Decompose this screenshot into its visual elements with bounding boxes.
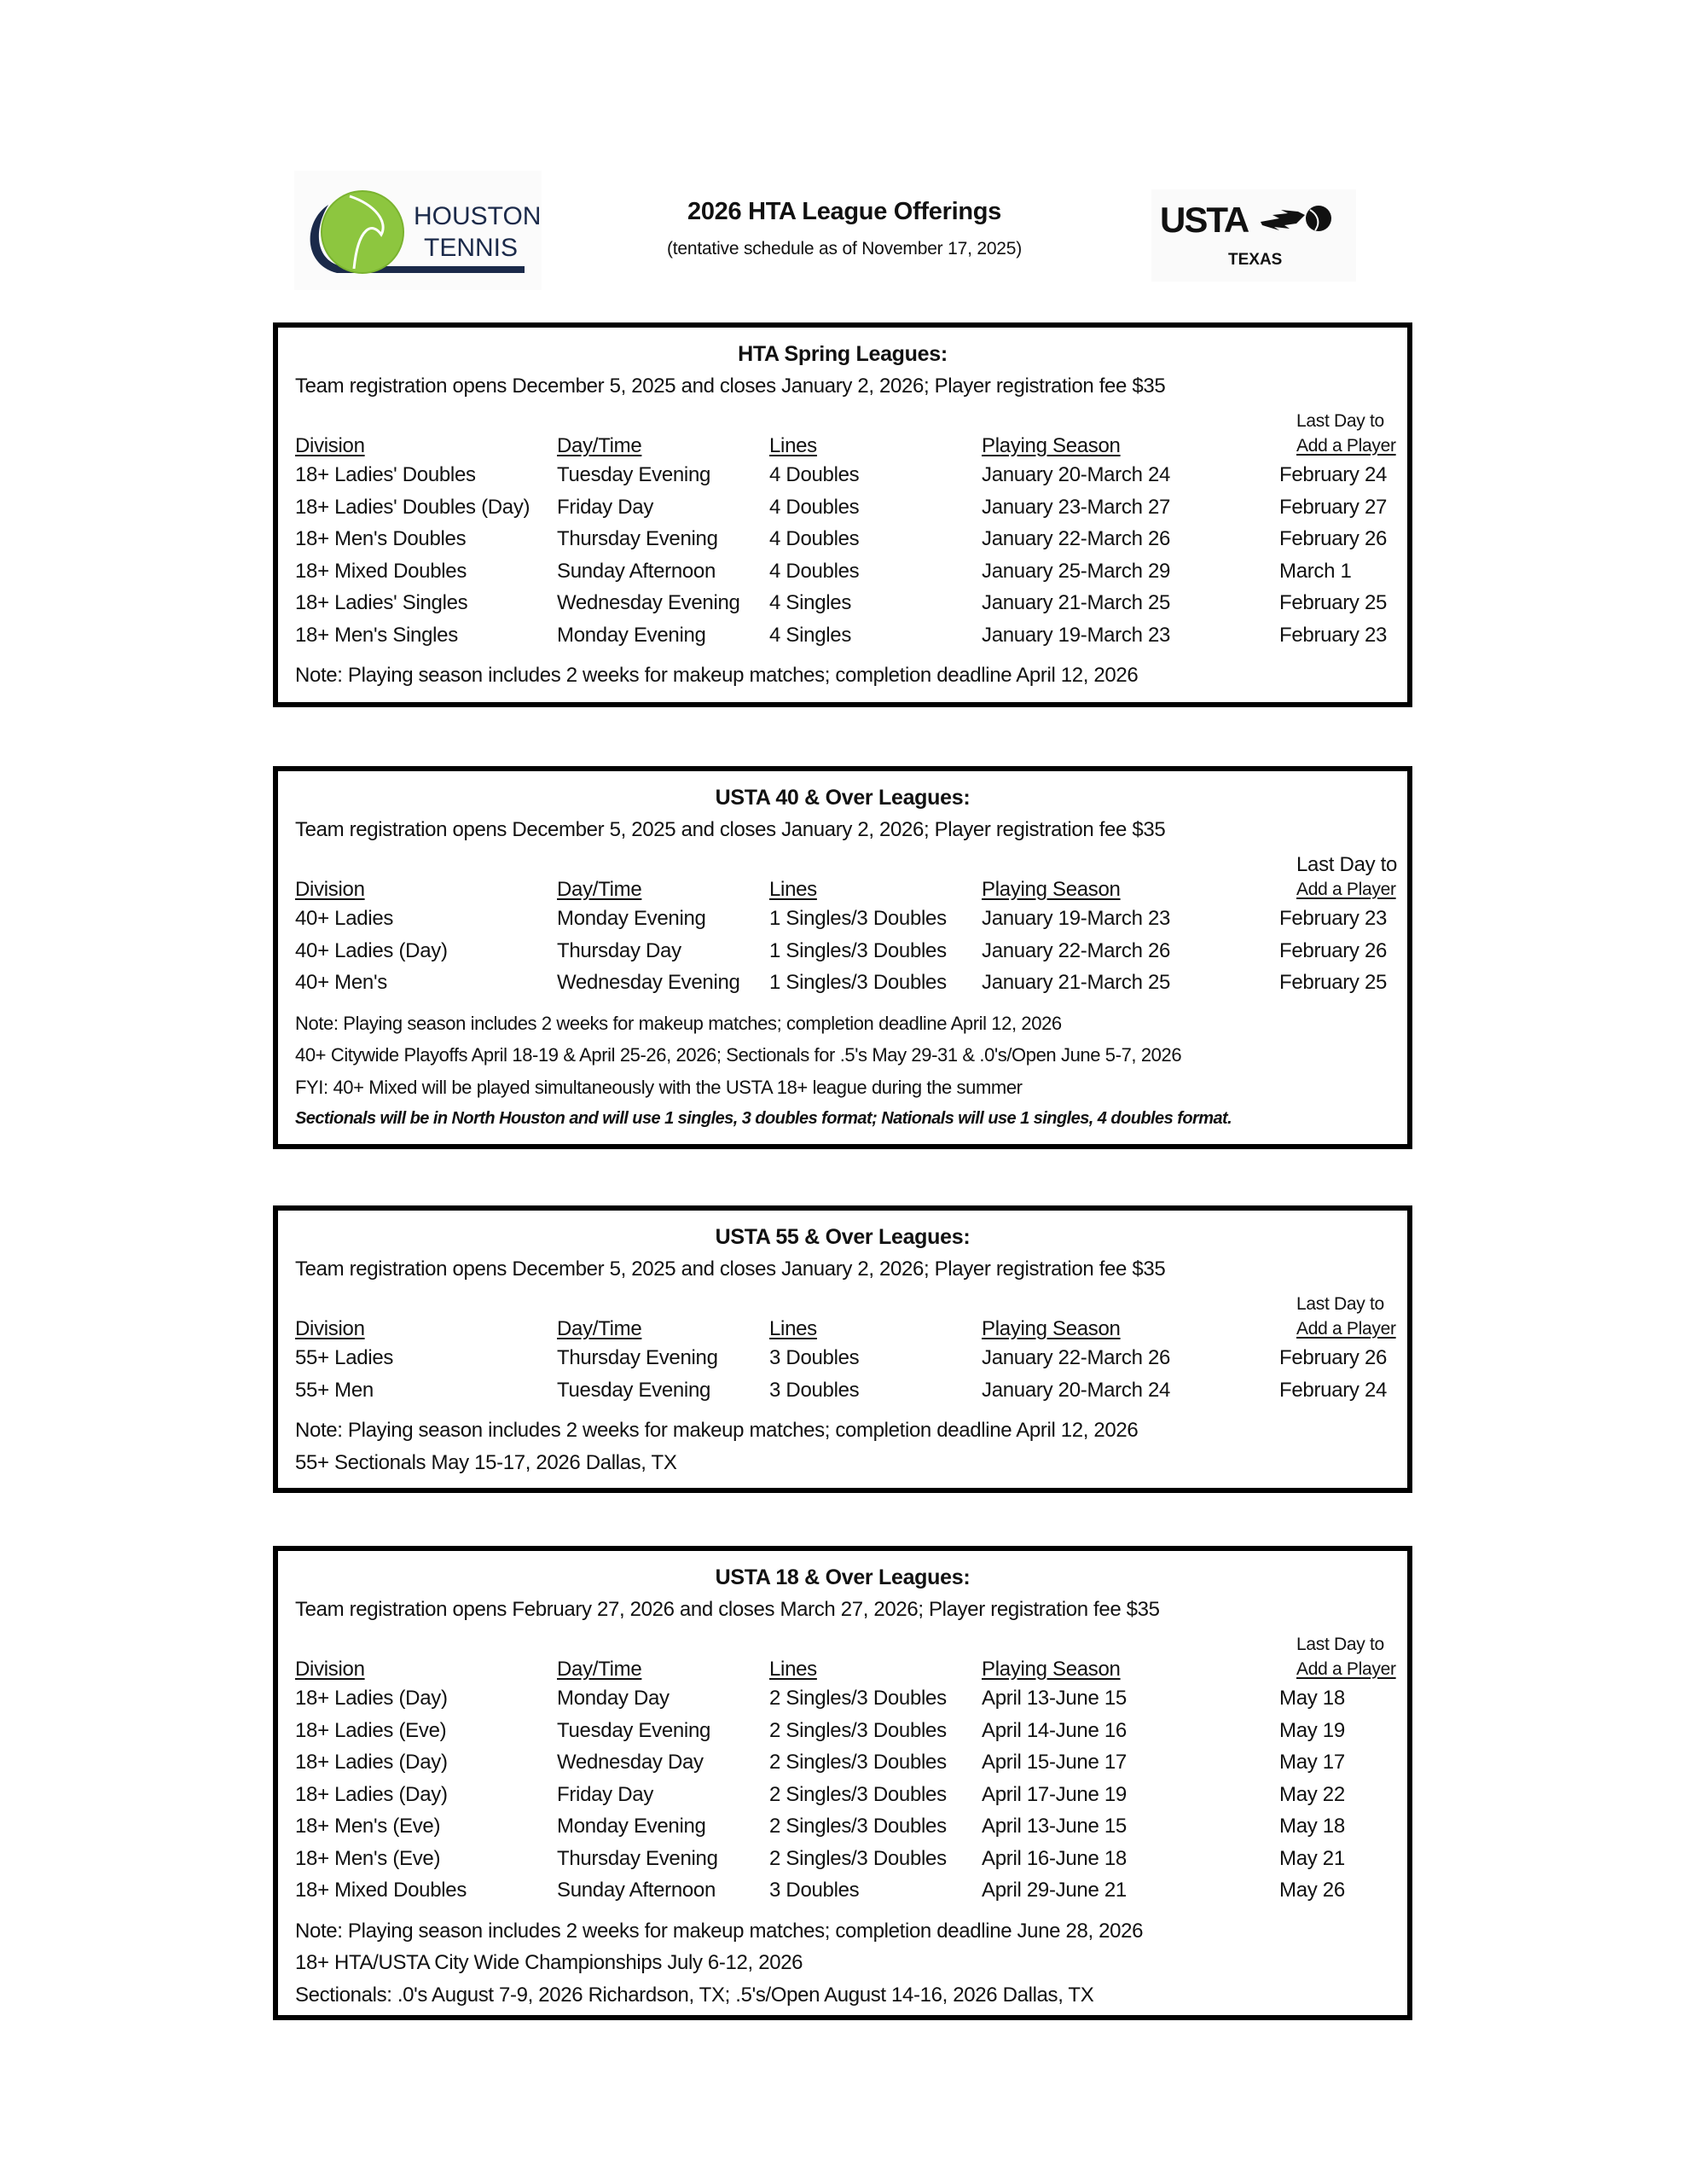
table-row: [295, 1874, 1407, 1907]
table-header-row: [295, 1316, 1407, 1342]
col-header-last-day-line1: Last Day to: [1296, 1294, 1384, 1314]
division: 18+ Mixed Doubles: [295, 559, 467, 583]
league-notes: [295, 1008, 1407, 1136]
division: 55+ Men: [295, 1378, 374, 1402]
table-row: [295, 555, 1407, 588]
table-row: [295, 459, 1407, 491]
registration-info: Team registration opens December 5, 2025 and closes January 2, 2026; Player registration fee $35: [295, 818, 1166, 841]
league-table: [295, 877, 1407, 999]
day-time: Monday Day: [557, 1687, 670, 1710]
houston-tennis-logo: [294, 171, 542, 290]
lines: 1 Singles/3 Doubles: [769, 971, 947, 994]
lines: 2 Singles/3 Doubles: [769, 1751, 947, 1774]
last-day: February 26: [1279, 938, 1388, 962]
playing-season: January 22-March 26: [982, 1346, 1171, 1369]
division: 18+ Men's (Eve): [295, 1815, 441, 1838]
lines: 3 Doubles: [769, 1346, 860, 1369]
document-title: 2026 HTA League Offerings: [687, 198, 1001, 225]
division: 18+ Ladies' Singles: [295, 591, 468, 614]
lines: 2 Singles/3 Doubles: [769, 1846, 947, 1870]
league-title: HTA Spring Leagues:: [738, 342, 948, 366]
day-time: Wednesday Day: [557, 1751, 704, 1774]
last-day: February 25: [1279, 971, 1388, 994]
day-time: Sunday Afternoon: [557, 559, 716, 583]
day-time: Friday Day: [557, 1782, 654, 1806]
day-time: Wednesday Evening: [557, 971, 740, 994]
table-header-row: [295, 877, 1407, 903]
registration-info: Team registration opens December 5, 2025 and closes January 2, 2026; Player registration fee $35: [295, 1258, 1166, 1281]
lines: 1 Singles/3 Doubles: [769, 907, 947, 930]
lines: 1 Singles/3 Doubles: [769, 938, 947, 962]
svg-text:TEXAS: TEXAS: [1228, 251, 1283, 269]
playing-season: January 19-March 23: [982, 907, 1171, 930]
table-row: [295, 491, 1407, 524]
lines: 2 Singles/3 Doubles: [769, 1815, 947, 1838]
col-header-division: Division: [295, 878, 365, 901]
col-header-last-day-line1: Last Day to: [1296, 1635, 1384, 1654]
table-row: [295, 523, 1407, 555]
col-header-lines: Lines: [769, 1658, 817, 1681]
table-row: [295, 587, 1407, 619]
col-header-playing-season: Playing Season: [982, 878, 1121, 901]
league-notes: [295, 659, 1407, 692]
table-row: [295, 1342, 1407, 1374]
last-day: February 23: [1279, 623, 1388, 647]
col-header-day-time: Day/Time: [557, 434, 642, 457]
day-time: Monday Evening: [557, 1815, 706, 1838]
playing-season: January 19-March 23: [982, 623, 1171, 647]
note-makeup: Note: Playing season includes 2 weeks for makeup matches; completion deadline June 28, 2026: [295, 1919, 1144, 1943]
last-day: May 18: [1279, 1687, 1345, 1710]
playing-season: January 23-March 27: [982, 495, 1171, 519]
note-sectionals: 55+ Sectionals May 15-17, 2026 Dallas, TX: [295, 1450, 677, 1474]
lines: 3 Doubles: [769, 1879, 860, 1902]
last-day: May 17: [1279, 1751, 1345, 1774]
table-header-row: [295, 1657, 1407, 1682]
col-header-last-day-line2: Add a Player: [1296, 1319, 1396, 1339]
division: 40+ Ladies (Day): [295, 938, 448, 962]
svg-text:HOUSTON: HOUSTON: [414, 202, 542, 230]
league-box-usta-18-over: [273, 1546, 1412, 2020]
last-day: February 27: [1279, 495, 1388, 519]
table-row: [295, 967, 1407, 999]
last-day: March 1: [1279, 559, 1352, 583]
league-notes: [295, 1414, 1407, 1478]
playing-season: January 21-March 25: [982, 591, 1171, 614]
table-row: [295, 1810, 1407, 1843]
division: 55+ Ladies: [295, 1346, 394, 1369]
table-row: [295, 619, 1407, 652]
day-time: Sunday Afternoon: [557, 1879, 716, 1902]
playing-season: January 22-March 26: [982, 938, 1171, 962]
day-time: Friday Day: [557, 495, 654, 519]
league-title: USTA 55 & Over Leagues:: [715, 1225, 971, 1249]
svg-text:TENNIS: TENNIS: [424, 234, 519, 262]
lines: 4 Doubles: [769, 495, 860, 519]
lines: 4 Doubles: [769, 527, 860, 550]
lines: 4 Singles: [769, 623, 852, 647]
playing-season: April 29-June 21: [982, 1879, 1127, 1902]
table-row: [295, 1682, 1407, 1715]
division: 40+ Men's: [295, 971, 387, 994]
playing-season: January 21-March 25: [982, 971, 1171, 994]
last-day: May 26: [1279, 1879, 1345, 1902]
day-time: Wednesday Evening: [557, 591, 740, 614]
usta-texas-logo: [1151, 189, 1356, 282]
playing-season: January 20-March 24: [982, 463, 1171, 486]
col-header-division: Division: [295, 434, 365, 457]
usta-flaming-ball-icon: [1151, 189, 1356, 282]
day-time: Thursday Evening: [557, 1346, 718, 1369]
division: 18+ Men's Doubles: [295, 527, 467, 550]
division: 18+ Ladies (Eve): [295, 1718, 447, 1742]
league-table: [295, 1316, 1407, 1406]
last-day: February 26: [1279, 1346, 1388, 1369]
lines: 4 Singles: [769, 591, 852, 614]
svg-text:USTA: USTA: [1160, 200, 1249, 240]
day-time: Tuesday Evening: [557, 463, 711, 486]
division: 18+ Mixed Doubles: [295, 1879, 467, 1902]
league-table: [295, 433, 1407, 651]
col-header-day-time: Day/Time: [557, 878, 642, 901]
league-box-usta-55-over: [273, 1205, 1412, 1493]
playing-season: April 15-June 17: [982, 1751, 1127, 1774]
division: 18+ Ladies (Day): [295, 1782, 448, 1806]
lines: 4 Doubles: [769, 463, 860, 486]
col-header-division: Division: [295, 1658, 365, 1681]
league-box-hta-spring: [273, 322, 1412, 707]
day-time: Monday Evening: [557, 907, 706, 930]
day-time: Thursday Evening: [557, 1846, 718, 1870]
lines: 3 Doubles: [769, 1378, 860, 1402]
league-notes: [295, 1915, 1407, 2012]
league-table: [295, 1657, 1407, 1907]
table-row: [295, 1746, 1407, 1779]
playing-season: April 17-June 19: [982, 1782, 1127, 1806]
playing-season: April 14-June 16: [982, 1718, 1127, 1742]
registration-info: Team registration opens February 27, 2026 and closes March 27, 2026; Player registration fee $35: [295, 1598, 1160, 1621]
tennis-ball-icon: [294, 171, 542, 290]
last-day: May 18: [1279, 1815, 1345, 1838]
col-header-playing-season: Playing Season: [982, 1317, 1121, 1340]
col-header-last-day-line1: Last Day to: [1296, 411, 1384, 431]
last-day: May 21: [1279, 1846, 1345, 1870]
day-time: Monday Evening: [557, 623, 706, 647]
col-header-last-day-line2: Add a Player: [1296, 880, 1396, 899]
day-time: Thursday Day: [557, 938, 681, 962]
table-row: [295, 903, 1407, 935]
table-row: [295, 1843, 1407, 1875]
table-row: [295, 1374, 1407, 1407]
table-header-row: [295, 433, 1407, 459]
col-header-playing-season: Playing Season: [982, 434, 1121, 457]
title-block: [588, 195, 1100, 261]
last-day: February 23: [1279, 907, 1388, 930]
day-time: Thursday Evening: [557, 527, 718, 550]
col-header-day-time: Day/Time: [557, 1658, 642, 1681]
playing-season: April 16-June 18: [982, 1846, 1127, 1870]
note-championships: 18+ HTA/USTA City Wide Championships July 6-12, 2026: [295, 1951, 803, 1974]
col-header-last-day-line2: Add a Player: [1296, 1659, 1396, 1679]
lines: 2 Singles/3 Doubles: [769, 1718, 947, 1742]
playing-season: April 13-June 15: [982, 1815, 1127, 1838]
lines: 2 Singles/3 Doubles: [769, 1782, 947, 1806]
table-row: [295, 935, 1407, 967]
day-time: Tuesday Evening: [557, 1718, 711, 1742]
document-header: [0, 0, 1687, 307]
note-makeup: Note: Playing season includes 2 weeks for makeup matches; completion deadline April 12, 2026: [295, 1012, 1062, 1034]
note-sectionals-format: Sectionals will be in North Houston and will use 1 singles, 3 doubles format; Nationals will use 1 singles, 4 doubles format.: [295, 1109, 1232, 1128]
division: 18+ Ladies (Day): [295, 1687, 448, 1710]
playing-season: January 22-March 26: [982, 527, 1171, 550]
league-title: USTA 40 & Over Leagues:: [715, 786, 971, 810]
note-makeup: Note: Playing season includes 2 weeks for makeup matches; completion deadline April 12, 2026: [295, 664, 1139, 687]
last-day: February 26: [1279, 527, 1388, 550]
last-day: February 24: [1279, 1378, 1388, 1402]
col-header-lines: Lines: [769, 1317, 817, 1340]
note-mixed: FYI: 40+ Mixed will be played simultaneously with the USTA 18+ league during the summer: [295, 1076, 1023, 1098]
document-subtitle: (tentative schedule as of November 17, 2025): [666, 239, 1023, 258]
col-header-last-day-line1: Last Day to: [1296, 853, 1398, 876]
note-sectionals: Sectionals: .0's August 7-9, 2026 Richardson, TX; .5's/Open August 14-16, 2026 Dallas, TX: [295, 1983, 1094, 2007]
col-header-day-time: Day/Time: [557, 1317, 642, 1340]
table-row: [295, 1715, 1407, 1747]
col-header-playing-season: Playing Season: [982, 1658, 1121, 1681]
division: 18+ Men's Singles: [295, 623, 458, 647]
day-time: Tuesday Evening: [557, 1378, 711, 1402]
division: 18+ Men's (Eve): [295, 1846, 441, 1870]
league-title: USTA 18 & Over Leagues:: [715, 1565, 971, 1589]
last-day: May 22: [1279, 1782, 1345, 1806]
col-header-lines: Lines: [769, 878, 817, 901]
playing-season: January 25-March 29: [982, 559, 1171, 583]
division: 18+ Ladies' Doubles: [295, 463, 476, 486]
col-header-division: Division: [295, 1317, 365, 1340]
last-day: February 24: [1279, 463, 1388, 486]
last-day: February 25: [1279, 591, 1388, 614]
playing-season: January 20-March 24: [982, 1378, 1171, 1402]
division: 18+ Ladies (Day): [295, 1751, 448, 1774]
note-makeup: Note: Playing season includes 2 weeks for makeup matches; completion deadline April 12, 2026: [295, 1419, 1139, 1442]
registration-info: Team registration opens December 5, 2025 and closes January 2, 2026; Player registration fee $35: [295, 375, 1166, 398]
league-box-usta-40-over: [273, 766, 1412, 1149]
last-day: May 19: [1279, 1718, 1345, 1742]
lines: 2 Singles/3 Doubles: [769, 1687, 947, 1710]
table-row: [295, 1779, 1407, 1811]
note-playoffs: 40+ Citywide Playoffs April 18-19 & April 25-26, 2026; Sectionals for .5's May 29-31 & .0's/Open June 5-7, 2026: [295, 1044, 1182, 1066]
lines: 4 Doubles: [769, 559, 860, 583]
col-header-lines: Lines: [769, 434, 817, 457]
division: 40+ Ladies: [295, 907, 394, 930]
division: 18+ Ladies' Doubles (Day): [295, 495, 530, 519]
col-header-last-day-line2: Add a Player: [1296, 436, 1396, 456]
playing-season: April 13-June 15: [982, 1687, 1127, 1710]
